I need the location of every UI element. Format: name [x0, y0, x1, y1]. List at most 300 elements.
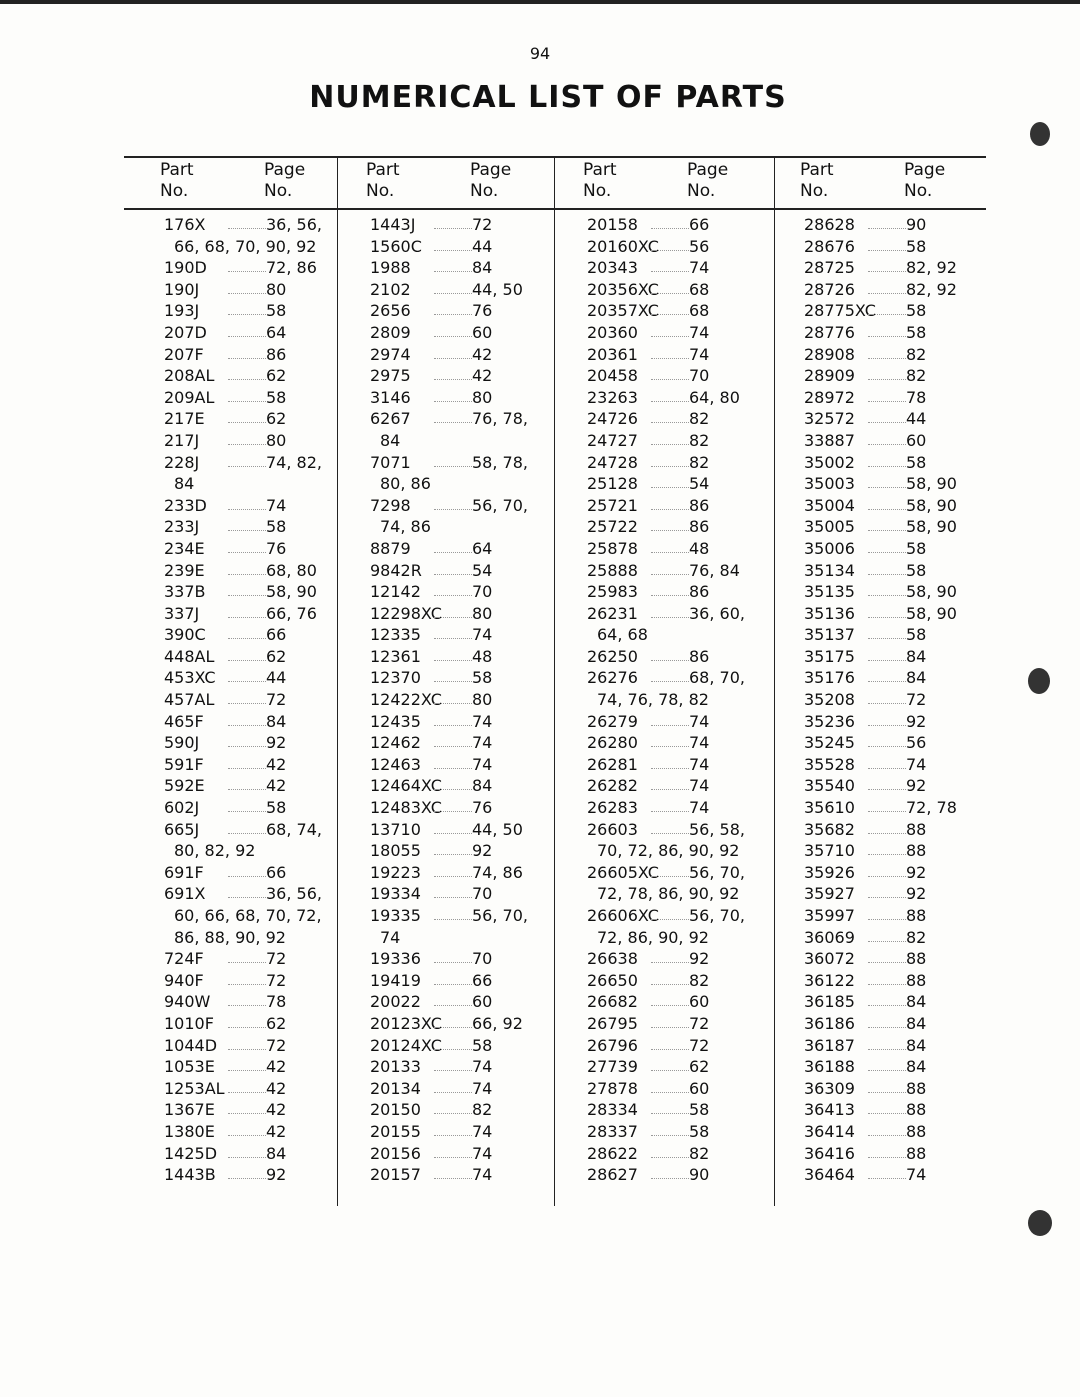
page-numbers: 86 — [689, 582, 710, 602]
page-numbers: 78 — [266, 992, 287, 1012]
part-number: 25722 — [587, 517, 638, 537]
part-number: 7298 — [370, 495, 411, 515]
part-number: 36188 — [804, 1057, 855, 1077]
page-numbers: 58 — [906, 538, 927, 558]
part-number: 24728 — [587, 452, 638, 472]
continuation-row — [124, 905, 334, 927]
part-number: 8879 — [370, 538, 411, 558]
part-number: 35682 — [804, 819, 855, 839]
leader-dots — [868, 984, 906, 985]
part-row — [764, 667, 974, 689]
part-row — [330, 819, 540, 841]
leader-dots — [434, 466, 472, 467]
leader-dots — [651, 530, 689, 531]
page-numbers: 66, 92 — [472, 1013, 523, 1033]
page-numbers: 74 — [472, 733, 493, 753]
leader-dots — [228, 552, 266, 553]
part-number: 36416 — [804, 1143, 855, 1163]
part-number: 12298XC — [370, 603, 442, 623]
part-row — [764, 646, 974, 668]
leader-dots — [868, 1049, 906, 1050]
page-numbers: 82 — [906, 927, 927, 947]
part-number: 1443B — [164, 1165, 216, 1185]
page-numbers: 42 — [472, 366, 493, 386]
part-row — [764, 732, 974, 754]
part-number: 940F — [164, 970, 204, 990]
leader-dots — [651, 768, 689, 769]
part-number: 18055 — [370, 841, 421, 861]
part-number: 36309 — [804, 1078, 855, 1098]
leader-dots — [651, 1157, 689, 1158]
part-number: 12464XC — [370, 776, 442, 796]
leader-dots — [228, 833, 266, 834]
leader-dots — [228, 1049, 266, 1050]
part-number: 1053E — [164, 1057, 215, 1077]
page-numbers: 58 — [266, 798, 287, 818]
part-row — [124, 754, 334, 776]
page-numbers: 74 — [472, 754, 493, 774]
leader-dots — [868, 358, 906, 359]
page-continuation: 84 — [174, 474, 195, 494]
page-numbers: 74 — [689, 798, 710, 818]
part-number: 19419 — [370, 970, 421, 990]
page-numbers: 68 — [689, 279, 710, 299]
leader-dots — [228, 681, 266, 682]
part-number: 12335 — [370, 625, 421, 645]
part-row — [547, 516, 757, 538]
part-row — [124, 797, 334, 819]
part-row — [330, 754, 540, 776]
page-numbers: 82 — [689, 452, 710, 472]
part-row — [764, 970, 974, 992]
part-row — [330, 1013, 540, 1035]
leader-dots — [868, 1092, 906, 1093]
part-row — [330, 883, 540, 905]
part-number: 35610 — [804, 798, 855, 818]
part-row — [124, 300, 334, 322]
part-row — [124, 560, 334, 582]
part-number: 35208 — [804, 690, 855, 710]
part-row — [547, 711, 757, 733]
leader-dots — [434, 509, 472, 510]
leader-dots — [868, 746, 906, 747]
part-number: 691F — [164, 862, 204, 882]
leader-dots — [434, 1135, 472, 1136]
part-row — [547, 279, 757, 301]
part-row — [764, 300, 974, 322]
page-numbers: 74, 82, — [266, 452, 322, 472]
page-numbers: 80 — [266, 279, 287, 299]
page-numbers: 58 — [906, 301, 927, 321]
part-row — [124, 538, 334, 560]
part-number: 3146 — [370, 387, 411, 407]
part-row — [547, 646, 757, 668]
page-numbers: 58 — [266, 301, 287, 321]
leader-dots — [651, 1070, 689, 1071]
part-number: 13710 — [370, 819, 421, 839]
continuation-row — [124, 473, 334, 495]
part-row — [764, 495, 974, 517]
page-numbers: 74 — [472, 711, 493, 731]
leader-dots — [651, 1135, 689, 1136]
part-number: 36072 — [804, 949, 855, 969]
leader-dots — [868, 401, 906, 402]
page-numbers: 42 — [266, 1057, 287, 1077]
part-number: 36186 — [804, 1013, 855, 1033]
part-row — [124, 408, 334, 430]
part-row — [764, 1013, 974, 1035]
part-row — [330, 300, 540, 322]
part-row — [547, 667, 757, 689]
page-numbers: 90 — [689, 1165, 710, 1185]
part-number: 28622 — [587, 1143, 638, 1163]
part-number: 1425D — [164, 1143, 218, 1163]
leader-dots — [651, 509, 689, 510]
part-row — [764, 797, 974, 819]
part-row — [764, 948, 974, 970]
part-number: 12142 — [370, 582, 421, 602]
page-numbers: 92 — [906, 711, 927, 731]
part-number: 35002 — [804, 452, 855, 472]
part-number: 28908 — [804, 344, 855, 364]
part-row — [330, 970, 540, 992]
leader-dots — [868, 833, 906, 834]
leader-dots — [651, 1027, 689, 1028]
page-numbers: 58 — [906, 625, 927, 645]
part-row — [330, 1164, 540, 1186]
binder-hole-mark — [1030, 122, 1050, 146]
part-no-heading — [366, 160, 400, 202]
page-heading-line2: No. — [470, 181, 499, 201]
part-row — [124, 257, 334, 279]
leader-dots — [434, 1157, 472, 1158]
part-row — [330, 732, 540, 754]
part-heading-line2: No. — [160, 181, 189, 201]
part-number: 26280 — [587, 733, 638, 753]
leader-dots — [651, 1049, 689, 1050]
leader-dots — [868, 552, 906, 553]
leader-dots — [228, 401, 266, 402]
part-number: 24727 — [587, 430, 638, 450]
page-numbers: 68, 80 — [266, 560, 317, 580]
leader-dots — [434, 422, 472, 423]
leader-dots — [434, 617, 472, 618]
part-row — [547, 1164, 757, 1186]
leader-dots — [228, 595, 266, 596]
part-row — [547, 344, 757, 366]
parts-list — [330, 214, 540, 1186]
part-row — [124, 1121, 334, 1143]
part-row — [330, 646, 540, 668]
part-number: 28337 — [587, 1121, 638, 1141]
page-numbers: 74 — [906, 754, 927, 774]
part-row — [547, 236, 757, 258]
part-row — [124, 1013, 334, 1035]
page-numbers: 58, 78, — [472, 452, 528, 472]
top-border — [0, 0, 1080, 4]
part-number: 20156 — [370, 1143, 421, 1163]
leader-dots — [228, 1178, 266, 1179]
page-heading-line2: No. — [687, 181, 716, 201]
part-row — [547, 214, 757, 236]
part-number: 465F — [164, 711, 204, 731]
part-row — [124, 1099, 334, 1121]
page-numbers: 92 — [906, 862, 927, 882]
part-number: 35175 — [804, 646, 855, 666]
part-row — [547, 603, 757, 625]
part-row — [547, 991, 757, 1013]
leader-dots — [228, 1005, 266, 1006]
part-row — [764, 1078, 974, 1100]
page-numbers: 56, 58, — [689, 819, 745, 839]
part-row — [330, 279, 540, 301]
leader-dots — [434, 789, 472, 790]
part-number: 1380E — [164, 1121, 215, 1141]
leader-dots — [868, 660, 906, 661]
part-number: 26638 — [587, 949, 638, 969]
part-row — [764, 344, 974, 366]
page-numbers: 84 — [906, 1035, 927, 1055]
page-numbers: 58 — [906, 236, 927, 256]
part-row — [547, 408, 757, 430]
part-row — [330, 905, 540, 927]
page-numbers: 76 — [266, 538, 287, 558]
part-row — [547, 948, 757, 970]
part-row — [330, 991, 540, 1013]
leader-dots — [434, 638, 472, 639]
page-heading-line1: Page — [470, 160, 512, 180]
page-numbers: 78 — [906, 387, 927, 407]
part-number: 36414 — [804, 1121, 855, 1141]
leader-dots — [651, 1113, 689, 1114]
leader-dots — [651, 271, 689, 272]
page-numbers: 72, 86 — [266, 258, 317, 278]
page-numbers: 42 — [266, 754, 287, 774]
leader-dots — [228, 638, 266, 639]
part-number: 12462 — [370, 733, 421, 753]
part-number: 26279 — [587, 711, 638, 731]
part-row — [764, 516, 974, 538]
leader-dots — [228, 768, 266, 769]
continuation-row — [330, 473, 540, 495]
part-heading-line1: Part — [366, 160, 400, 180]
part-number: 25878 — [587, 538, 638, 558]
page-numbers: 88 — [906, 949, 927, 969]
part-heading-line1: Part — [583, 160, 617, 180]
parts-list — [764, 214, 974, 1186]
part-number: 190D — [164, 258, 207, 278]
leader-dots — [434, 984, 472, 985]
page-no-heading — [904, 160, 945, 202]
page-continuation: 74, 86 — [380, 517, 431, 537]
part-number: 665J — [164, 819, 200, 839]
part-row — [764, 365, 974, 387]
part-row — [547, 797, 757, 819]
page-numbers: 56, 70, — [472, 906, 528, 925]
page-numbers: 58 — [906, 560, 927, 580]
page-numbers: 62 — [266, 1013, 287, 1033]
page-numbers: 72 — [266, 690, 287, 710]
part-row — [330, 581, 540, 603]
leader-dots — [868, 250, 906, 251]
part-row — [547, 754, 757, 776]
page-numbers: 74 — [689, 344, 710, 364]
part-row — [547, 322, 757, 344]
part-row — [764, 1121, 974, 1143]
page-heading-line1: Page — [904, 160, 946, 180]
leader-dots — [651, 876, 689, 877]
leader-dots — [434, 228, 472, 229]
part-row — [124, 214, 334, 236]
part-number: 26283 — [587, 798, 638, 818]
page-numbers: 58 — [689, 1100, 710, 1120]
page-numbers: 58 — [472, 668, 493, 688]
page-numbers: 56, 70, — [689, 862, 745, 882]
part-number: 19334 — [370, 884, 421, 904]
page-continuation: 84 — [380, 430, 401, 450]
part-row — [764, 473, 974, 495]
leader-dots — [868, 1157, 906, 1158]
part-row — [330, 236, 540, 258]
page-numbers: 84 — [472, 258, 493, 278]
leader-dots — [868, 509, 906, 510]
part-number: 35176 — [804, 668, 855, 688]
page-numbers: 54 — [689, 474, 710, 494]
part-number: 12370 — [370, 668, 421, 688]
part-row — [330, 408, 540, 430]
part-row — [124, 1164, 334, 1186]
leader-dots — [651, 444, 689, 445]
leader-dots — [228, 466, 266, 467]
part-row — [330, 711, 540, 733]
leader-dots — [434, 962, 472, 963]
part-number: 28627 — [587, 1165, 638, 1185]
part-number: 35137 — [804, 625, 855, 645]
part-number: 448AL — [164, 646, 215, 666]
page-continuation: 64, 68 — [597, 625, 648, 645]
part-row — [330, 344, 540, 366]
part-number: 26650 — [587, 970, 638, 990]
page-numbers: 72 — [689, 1035, 710, 1055]
part-number: 25128 — [587, 474, 638, 494]
page-numbers: 70 — [472, 949, 493, 969]
leader-dots — [651, 984, 689, 985]
leader-dots — [868, 768, 906, 769]
part-number: 1044D — [164, 1035, 218, 1055]
part-row — [547, 1121, 757, 1143]
leader-dots — [868, 314, 906, 315]
page-numbers: 92 — [266, 733, 287, 753]
leader-dots — [651, 401, 689, 402]
leader-dots — [228, 897, 266, 898]
leader-dots — [228, 530, 266, 531]
page-numbers: 42 — [266, 1100, 287, 1120]
part-number: 28776 — [804, 322, 855, 342]
part-number: 20343 — [587, 258, 638, 278]
page-continuation: 80, 86 — [380, 474, 431, 494]
page-numbers: 58, 90 — [906, 495, 957, 515]
part-row — [764, 1056, 974, 1078]
part-number: 337B — [164, 582, 206, 602]
part-row — [547, 452, 757, 474]
page-numbers: 68, 74, — [266, 819, 322, 839]
part-row — [124, 646, 334, 668]
part-row — [124, 452, 334, 474]
leader-dots — [228, 1113, 266, 1114]
page-numbers: 76 — [472, 798, 493, 818]
part-number: 26606XC — [587, 906, 659, 925]
leader-dots — [651, 336, 689, 337]
part-row — [764, 862, 974, 884]
page-numbers: 72 — [266, 949, 287, 969]
leader-dots — [651, 746, 689, 747]
page-numbers: 82 — [689, 1143, 710, 1163]
page-numbers: 84 — [906, 1013, 927, 1033]
leader-dots — [868, 444, 906, 445]
part-row — [330, 840, 540, 862]
part-number: 35134 — [804, 560, 855, 580]
page-numbers: 84 — [472, 776, 493, 796]
part-number: 9842R — [370, 560, 422, 580]
part-number: 193J — [164, 301, 200, 321]
page-numbers: 74 — [472, 625, 493, 645]
page-numbers: 84 — [906, 668, 927, 688]
part-row — [764, 236, 974, 258]
part-row — [764, 991, 974, 1013]
page-heading-line2: No. — [264, 181, 293, 201]
page-numbers: 36, 56, — [266, 884, 322, 904]
page-no-heading — [264, 160, 305, 202]
leader-dots — [434, 681, 472, 682]
page-numbers: 76, 84 — [689, 560, 740, 580]
page-numbers: 74 — [472, 1078, 493, 1098]
page-numbers: 72, 78 — [906, 798, 957, 818]
part-number: 28725 — [804, 258, 855, 278]
leader-dots — [434, 919, 472, 920]
part-row — [547, 819, 757, 841]
part-number: 35926 — [804, 862, 855, 882]
part-number: 35003 — [804, 474, 855, 494]
part-number: 602J — [164, 798, 200, 818]
page-numbers: 66 — [266, 625, 287, 645]
part-row — [330, 862, 540, 884]
part-number: 28628 — [804, 215, 855, 234]
part-number: 36185 — [804, 992, 855, 1012]
part-number: 25888 — [587, 560, 638, 580]
leader-dots — [868, 466, 906, 467]
column-header — [547, 160, 757, 210]
page-numbers: 88 — [906, 841, 927, 861]
part-row — [764, 927, 974, 949]
leader-dots — [434, 1049, 472, 1050]
column-header — [330, 160, 540, 210]
page-numbers: 64 — [266, 322, 287, 342]
page-numbers: 74, 86 — [472, 862, 523, 882]
part-row — [330, 322, 540, 344]
part-row — [764, 711, 974, 733]
part-heading-line1: Part — [800, 160, 834, 180]
part-row — [547, 365, 757, 387]
part-row — [547, 1035, 757, 1057]
part-number: 20158 — [587, 215, 638, 234]
parts-column-1 — [124, 160, 334, 1186]
part-row — [547, 1078, 757, 1100]
part-number: 2974 — [370, 344, 411, 364]
part-number: 35710 — [804, 841, 855, 861]
part-number: 176X — [164, 215, 206, 234]
page-numbers: 66 — [472, 970, 493, 990]
part-row — [764, 883, 974, 905]
